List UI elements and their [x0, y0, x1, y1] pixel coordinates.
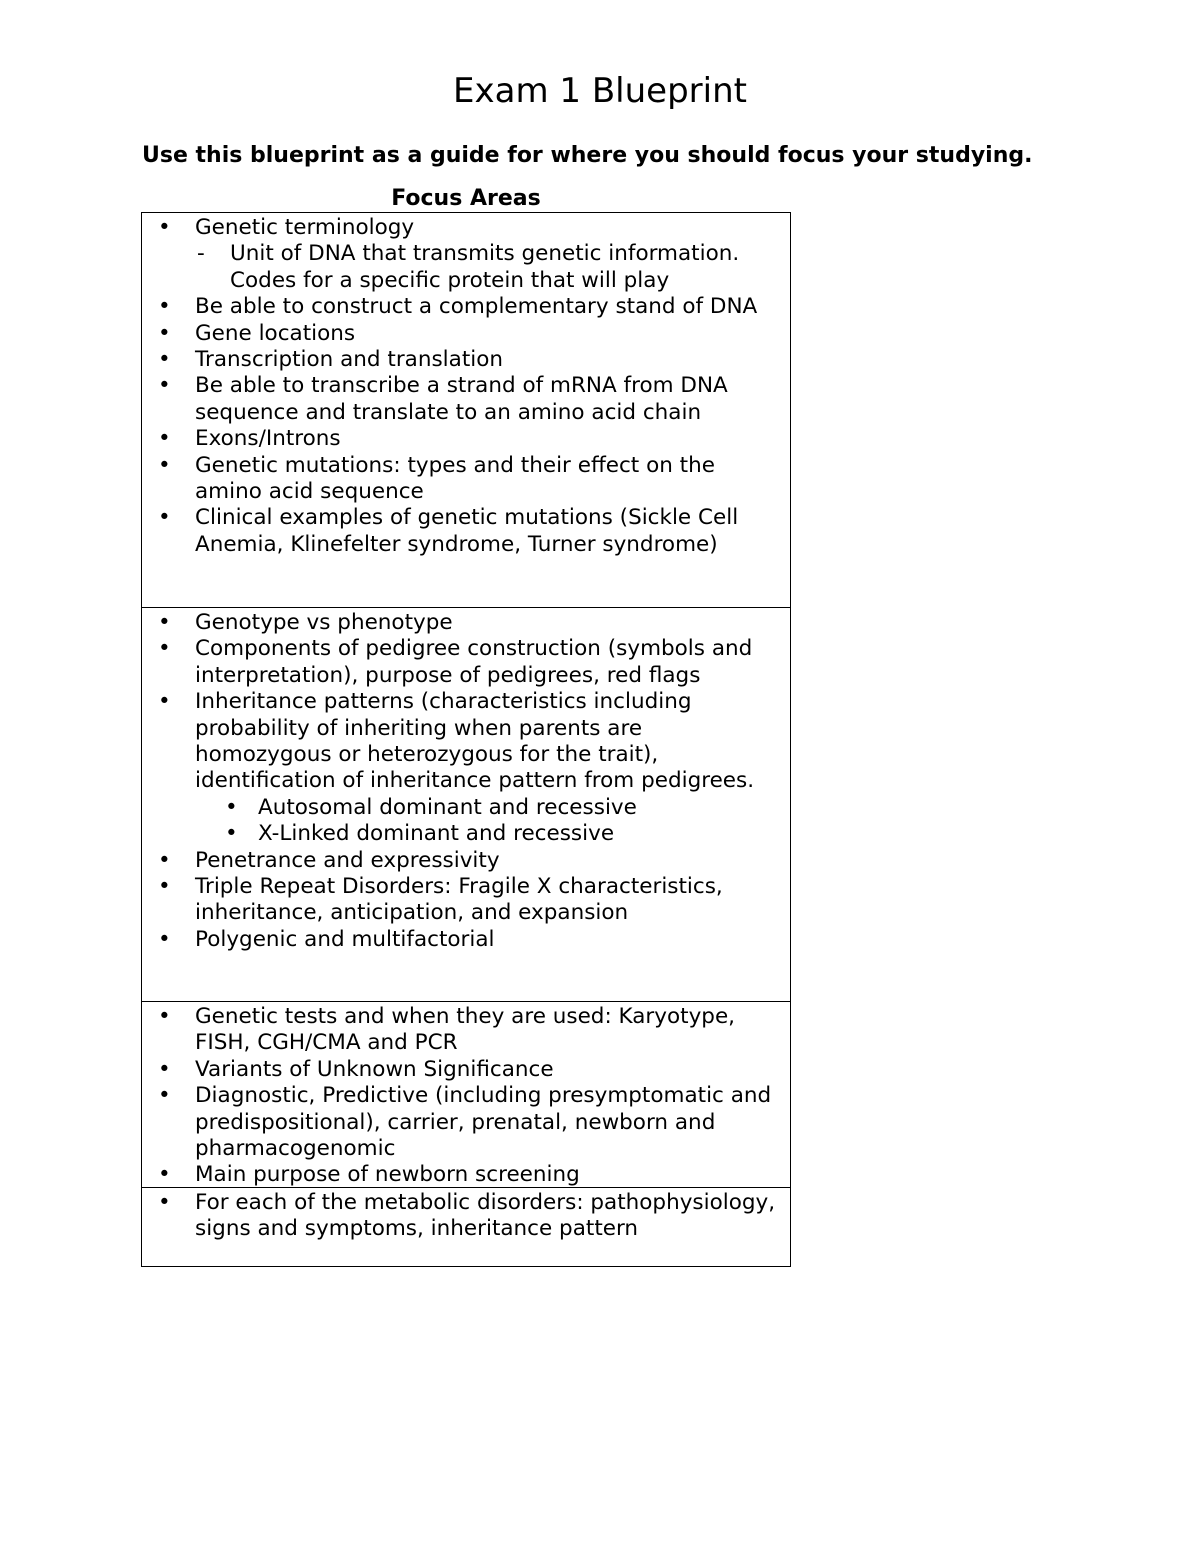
list-item-text: Variants of Unknown Significance — [195, 1056, 554, 1082]
sub-list-item-text: Autosomal dominant and recessive — [258, 794, 637, 820]
sub-list-item — [195, 821, 782, 847]
list-item-text: Components of pedigree construction (symbols and interpretation), purpose of pedigrees, red flags — [195, 636, 753, 688]
bullet-icon: • — [158, 926, 171, 952]
list-item-text: Clinical examples of genetic mutations (Sickle Cell Anemia, Klinefelter syndrome, Turner syndrome) — [195, 505, 739, 557]
list-item — [142, 426, 782, 452]
list-item — [142, 215, 782, 294]
bullet-icon: • — [158, 689, 171, 715]
table-cell — [142, 213, 790, 607]
sub-list-item — [195, 241, 782, 294]
bullet-icon: • — [158, 1083, 171, 1109]
list-item-text: Genotype vs phenotype — [195, 610, 453, 635]
bullet-list — [142, 1190, 782, 1243]
list-item-text: Gene locations — [195, 320, 356, 346]
bullet-icon: • — [158, 847, 171, 873]
bullet-icon: • — [158, 294, 171, 320]
bullet-icon: • — [158, 874, 171, 900]
list-item — [142, 294, 782, 320]
list-item-text: Polygenic and multifactorial — [195, 926, 495, 952]
list-item — [142, 927, 782, 953]
bullet-icon: • — [158, 320, 171, 346]
sub-list-item-text: X-Linked dominant and recessive — [258, 821, 615, 847]
table-cell — [142, 607, 790, 1001]
bullet-icon: • — [158, 505, 171, 531]
document-subtitle: Use this blueprint as a guide for where you should focus your studying. — [142, 143, 1033, 168]
list-item — [142, 347, 782, 373]
list-item-text: Be able to construct a complementary stand of DNA — [195, 294, 758, 320]
list-item — [142, 453, 782, 506]
bullet-icon: • — [158, 426, 171, 452]
table-cell — [142, 1187, 790, 1266]
list-item-text: Genetic mutations: types and their effect on the amino acid sequence — [195, 452, 715, 505]
document-title: Exam 1 Blueprint — [453, 71, 747, 111]
bullet-icon: • — [158, 1004, 171, 1029]
dash-icon: - — [197, 241, 205, 267]
sub-list — [195, 241, 782, 294]
bullet-icon: • — [158, 347, 171, 373]
bullet-list — [142, 215, 782, 558]
list-item — [142, 874, 782, 927]
focus-areas-table — [141, 212, 791, 1267]
list-item-text: Genetic terminology — [195, 215, 415, 240]
bullet-list — [142, 1004, 782, 1189]
list-item — [142, 1057, 782, 1083]
sub-list — [195, 795, 782, 848]
list-item — [142, 1162, 782, 1188]
bullet-icon: • — [158, 1190, 171, 1215]
list-item-text: Main purpose of newborn screening — [195, 1162, 580, 1188]
bullet-icon: • — [225, 794, 238, 820]
sub-list-item-text: Unit of DNA that transmits genetic information. Codes for a specific protein that will play — [230, 241, 740, 293]
list-item — [142, 1083, 782, 1162]
list-item-text: Inheritance patterns (characteristics including probability of inheriting when parents are homozygous or heterozygous for the trait), identification of inheritance pattern from pedigrees. — [195, 689, 755, 794]
bullet-icon: • — [158, 1162, 171, 1188]
list-item-text: Be able to transcribe a strand of mRNA from DNA sequence and translate to an amino acid chain — [195, 373, 728, 425]
list-item-text: Genetic tests and when they are used: Karyotype, FISH, CGH/CMA and PCR — [195, 1004, 736, 1056]
list-item — [142, 636, 782, 689]
list-item — [142, 505, 782, 558]
bullet-icon: • — [158, 215, 171, 240]
list-item — [142, 1190, 782, 1243]
list-item-text: Diagnostic, Predictive (including presymptomatic and predispositional), carrier, prenatal, newborn and pharmacogenomic — [195, 1083, 772, 1162]
list-item — [142, 848, 782, 874]
bullet-icon: • — [158, 1056, 171, 1082]
sub-list-item — [195, 795, 782, 821]
bullet-icon: • — [158, 610, 171, 635]
list-item-text: Triple Repeat Disorders: Fragile X characteristics, inheritance, anticipation, and expansion — [195, 874, 723, 926]
list-item — [142, 689, 782, 847]
bullet-icon: • — [158, 373, 171, 399]
list-item-text: Penetrance and expressivity — [195, 847, 500, 873]
list-item — [142, 1004, 782, 1057]
list-item — [142, 321, 782, 347]
list-item — [142, 610, 782, 636]
list-item-text: Exons/Introns — [195, 426, 341, 452]
bullet-icon: • — [158, 636, 171, 662]
bullet-icon: • — [158, 452, 171, 478]
bullet-icon: • — [225, 821, 238, 847]
table-cell — [142, 1001, 790, 1187]
bullet-list — [142, 610, 782, 953]
list-item — [142, 373, 782, 426]
table-heading: Focus Areas — [391, 186, 541, 211]
list-item-text: Transcription and translation — [195, 347, 504, 373]
list-item-text: For each of the metabolic disorders: pathophysiology, signs and symptoms, inheritance pattern — [195, 1190, 776, 1242]
